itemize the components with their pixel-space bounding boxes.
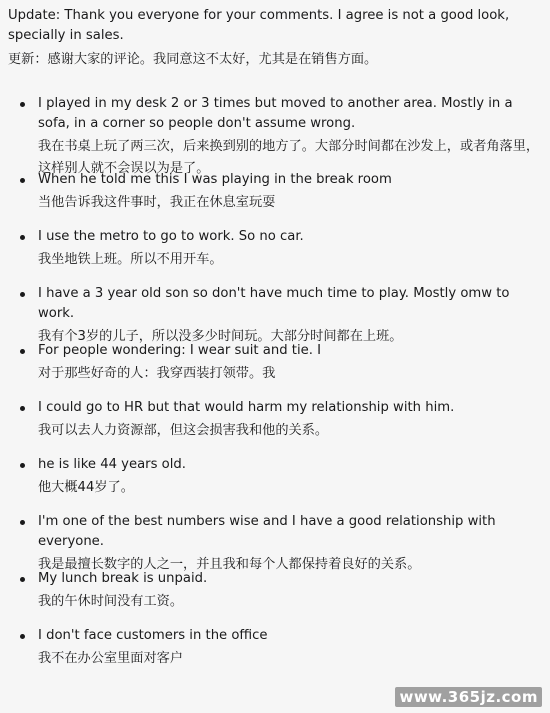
bullet-icon (20, 292, 25, 297)
item-chinese: 我不在办公室里面对客户 (38, 651, 184, 666)
item-english: When he told me this I was playing in the break room (38, 172, 392, 187)
bullet-icon (20, 349, 25, 354)
list-item (8, 398, 542, 455)
item-chinese: 对于那些好奇的人：我穿西装打领带。我 (38, 366, 276, 381)
item-english: I could go to HR but that would harm my relationship with him. (38, 400, 455, 415)
item-english: My lunch break is unpaid. (38, 571, 208, 586)
update-english: Update: Thank you everyone for your comments. I agree is not a good look, specially in sales. (8, 8, 510, 43)
post-body (8, 6, 542, 666)
comment-list (8, 94, 542, 676)
item-chinese: 我坐地铁上班。所以不用开车。 (38, 252, 223, 267)
item-english: I'm one of the best numbers wise and I have a good relationship with everyone. (38, 514, 496, 549)
list-item (8, 455, 542, 512)
item-chinese: 他大概44岁了。 (38, 480, 134, 495)
item-chinese: 我有个3岁的儿子，所以没多少时间玩。大部分时间都在上班。 (38, 329, 403, 344)
list-item (8, 94, 542, 176)
bullet-icon (20, 178, 25, 183)
bullet-icon (20, 634, 25, 639)
list-item (8, 284, 542, 344)
item-english: I don't face customers in the office (38, 628, 268, 643)
item-english: he is like 44 years old. (38, 457, 186, 472)
bullet-icon (20, 102, 25, 107)
bullet-icon (20, 463, 25, 468)
item-chinese: 我在书桌上玩了两三次，后来换到别的地方了。大部分时间都在沙发上，或者角落里，这样别人就不会误以为是了。 (38, 139, 540, 176)
list-item (8, 569, 542, 626)
item-chinese: 当他告诉我这件事时，我正在休息室玩耍 (38, 195, 276, 210)
list-item (8, 341, 542, 398)
list-item (8, 170, 542, 227)
update-chinese: 更新：感谢大家的评论。我同意这不太好，尤其是在销售方面。 (8, 52, 378, 67)
item-chinese: 我是最擅长数字的人之一，并且我和每个人都保持着良好的关系。 (38, 557, 421, 572)
bullet-icon (20, 520, 25, 525)
bullet-icon (20, 577, 25, 582)
item-chinese: 我可以去人力资源部，但这会损害我和他的关系。 (38, 423, 329, 438)
item-chinese: 我的午休时间没有工资。 (38, 594, 184, 609)
item-english: I use the metro to go to work. So no car. (38, 229, 304, 244)
item-english: I have a 3 year old son so don't have much time to play. Mostly omw to work. (38, 286, 510, 321)
bullet-icon (20, 235, 25, 240)
item-english: I played in my desk 2 or 3 times but moved to another area. Mostly in a sofa, in a corner so people don't assume wrong. (38, 96, 513, 131)
list-item (8, 227, 542, 284)
site-watermark: www.365jz.com (395, 687, 542, 707)
list-item (8, 626, 542, 676)
bullet-icon (20, 406, 25, 411)
list-item (8, 512, 542, 572)
item-english: For people wondering: I wear suit and tie. I (38, 343, 321, 358)
